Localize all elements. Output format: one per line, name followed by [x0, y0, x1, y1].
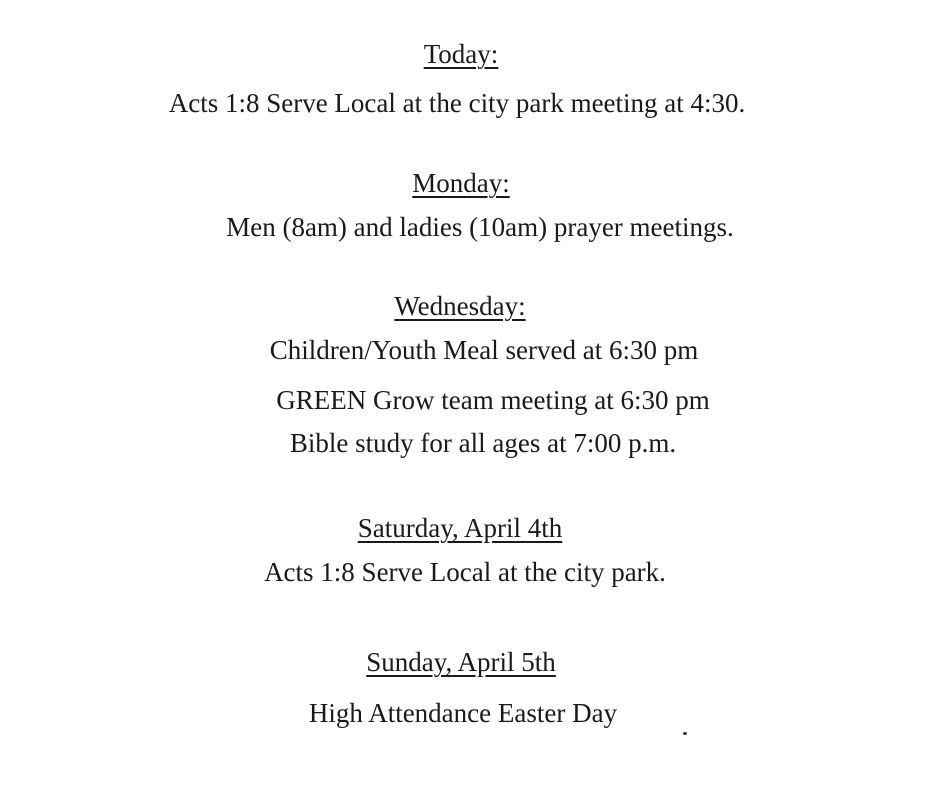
monday-line-1: Men (8am) and ladies (10am) prayer meetings.	[226, 212, 734, 242]
wednesday-line-1: Children/Youth Meal served at 6:30 pm	[269, 335, 699, 365]
monday-heading: Monday:	[412, 168, 510, 198]
saturday-heading: Saturday, April 4th	[357, 513, 563, 543]
sunday-heading: Sunday, April 5th	[366, 647, 556, 677]
scan-speck	[683, 732, 687, 735]
today-line-1: Acts 1:8 Serve Local at the city park meeting at 4:30.	[168, 88, 746, 118]
saturday-line-1: Acts 1:8 Serve Local at the city park.	[264, 557, 666, 587]
wednesday-line-2: GREEN Grow team meeting at 6:30 pm	[276, 385, 710, 415]
sunday-line-1: High Attendance Easter Day	[308, 698, 618, 728]
today-heading: Today:	[423, 39, 499, 69]
wednesday-line-3: Bible study for all ages at 7:00 p.m.	[289, 428, 677, 458]
wednesday-heading: Wednesday:	[394, 291, 526, 321]
